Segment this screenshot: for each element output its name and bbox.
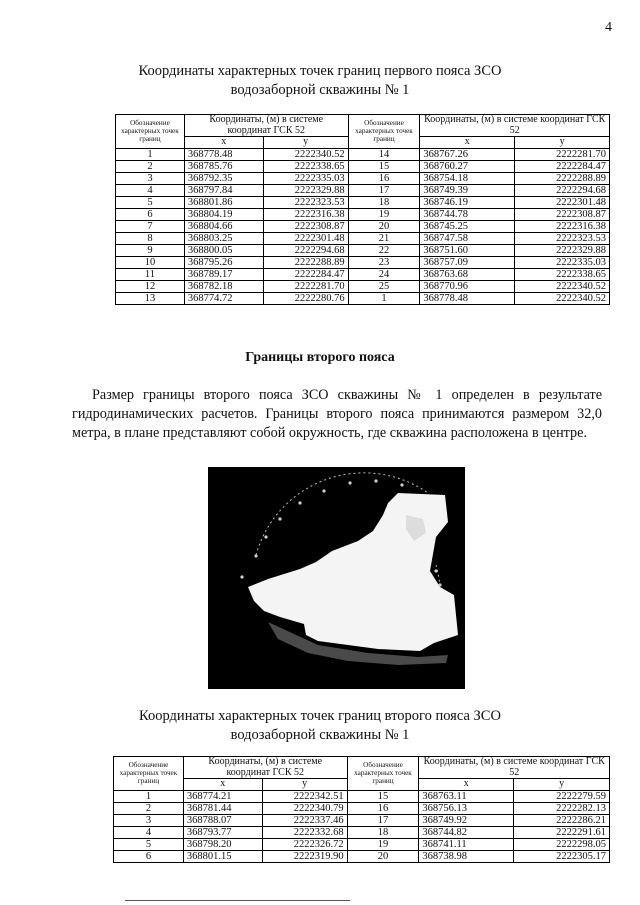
y-coordinate: 2222284.47 [515, 160, 610, 172]
designation-header: Обозначение характерных точек границ [348, 115, 420, 149]
y-coordinate: 2222286.21 [514, 814, 610, 826]
y-header: y [262, 779, 347, 791]
x-coordinate: 368744.82 [419, 826, 514, 838]
point-number: 24 [348, 268, 420, 280]
point-number: 6 [116, 208, 185, 220]
point-number: 2 [116, 160, 185, 172]
table-row [116, 172, 610, 184]
y-coordinate: 2222294.68 [263, 244, 348, 256]
y-coordinate: 2222280.76 [263, 292, 348, 304]
x-coordinate: 368746.19 [420, 196, 515, 208]
y-coordinate: 2222282.13 [514, 802, 610, 814]
x-coordinate: 368760.27 [420, 160, 515, 172]
point-number: 3 [114, 814, 184, 826]
y-coordinate: 2222332.68 [262, 826, 347, 838]
point-number: 8 [116, 232, 185, 244]
table2-title-line1: Координаты характерных точек границ второго пояса ЗСО [139, 708, 501, 724]
table-row [114, 814, 610, 826]
y-coordinate: 2222338.65 [263, 160, 348, 172]
x-coordinate: 368774.72 [184, 292, 263, 304]
x-header: x [184, 137, 263, 149]
table-row [116, 184, 610, 196]
y-coordinate: 2222281.70 [515, 148, 610, 160]
x-coordinate: 368781.44 [183, 802, 262, 814]
table-row [116, 220, 610, 232]
table-row [116, 292, 610, 304]
footnote-separator [125, 900, 350, 901]
designation-header: Обозначение характерных точек границ [116, 115, 185, 149]
y-coordinate: 2222337.46 [262, 814, 347, 826]
y-coordinate: 2222326.72 [262, 838, 347, 850]
designation-header: Обозначение характерных точек границ [114, 757, 184, 791]
section-paragraph: Размер границы второго пояса ЗСО скважины № 1 определен в результате гидродинамических расчетов. Границы второго пояса принимаются размером 32,0 метра, в плане представляют собой окружность, где скважина расположена в центре. [72, 387, 602, 441]
x-coordinate: 368798.20 [183, 838, 262, 850]
point-number: 4 [114, 826, 184, 838]
y-coordinate: 2222335.03 [263, 172, 348, 184]
y-coordinate: 2222316.38 [263, 208, 348, 220]
x-coordinate: 368749.39 [420, 184, 515, 196]
point-number: 17 [348, 184, 420, 196]
point-number: 22 [348, 244, 420, 256]
coordinates-table-1 [115, 114, 610, 305]
x-header: x [420, 137, 515, 149]
table1-title-line2: водозаборной скважины № 1 [230, 82, 410, 98]
point-number: 21 [348, 232, 420, 244]
x-coordinate: 368763.11 [419, 790, 514, 802]
y-coordinate: 2222316.38 [515, 220, 610, 232]
x-coordinate: 368770.96 [420, 280, 515, 292]
point-number: 16 [347, 802, 419, 814]
aerial-photo-icon [208, 467, 465, 689]
point-number: 20 [348, 220, 420, 232]
x-coordinate: 368793.77 [183, 826, 262, 838]
point-number: 6 [114, 850, 184, 862]
y-coordinate: 2222340.52 [263, 148, 348, 160]
x-coordinate: 368778.48 [420, 292, 515, 304]
coords-header: Координаты, (м) в системе координат ГСК 52 [183, 757, 347, 779]
y-coordinate: 2222279.59 [514, 790, 610, 802]
point-number: 5 [114, 838, 184, 850]
point-number: 25 [348, 280, 420, 292]
x-coordinate: 368745.25 [420, 220, 515, 232]
point-number: 12 [116, 280, 185, 292]
y-coordinate: 2222329.88 [515, 244, 610, 256]
table1-title-line1: Координаты характерных точек границ первого пояса ЗСО [138, 63, 502, 79]
table-row [114, 790, 610, 802]
x-coordinate: 368738.98 [419, 850, 514, 862]
y-coordinate: 2222301.48 [515, 196, 610, 208]
table-row [114, 850, 610, 862]
point-number: 19 [348, 208, 420, 220]
table-row [116, 148, 610, 160]
y-coordinate: 2222342.51 [262, 790, 347, 802]
y-coordinate: 2222284.47 [263, 268, 348, 280]
y-coordinate: 2222291.61 [514, 826, 610, 838]
point-number: 13 [116, 292, 185, 304]
y-coordinate: 2222288.89 [515, 172, 610, 184]
x-coordinate: 368804.66 [184, 220, 263, 232]
y-coordinate: 2222329.88 [263, 184, 348, 196]
page-number: 4 [605, 20, 612, 35]
table-row [116, 268, 610, 280]
x-coordinate: 368797.84 [184, 184, 263, 196]
y-coordinate: 2222340.52 [515, 280, 610, 292]
x-coordinate: 368774.21 [183, 790, 262, 802]
table-row [114, 802, 610, 814]
y-coordinate: 2222338.65 [515, 268, 610, 280]
y-coordinate: 2222305.17 [514, 850, 610, 862]
point-number: 5 [116, 196, 185, 208]
coords-header: Координаты, (м) в системе координат ГСК 52 [184, 115, 348, 137]
x-coordinate: 368767.26 [420, 148, 515, 160]
x-coordinate: 368801.15 [183, 850, 262, 862]
point-number: 19 [347, 838, 419, 850]
x-coordinate: 368778.48 [184, 148, 263, 160]
x-header: x [183, 779, 262, 791]
x-coordinate: 368795.26 [184, 256, 263, 268]
coords-header: Координаты, (м) в системе координат ГСК 52 [419, 757, 610, 779]
y-coordinate: 2222308.87 [515, 208, 610, 220]
x-coordinate: 368749.92 [419, 814, 514, 826]
table-row [116, 160, 610, 172]
y-coordinate: 2222301.48 [263, 232, 348, 244]
y-header: y [515, 137, 610, 149]
section-heading: Границы второго пояса [245, 350, 395, 365]
y-coordinate: 2222298.05 [514, 838, 610, 850]
x-coordinate: 368744.78 [420, 208, 515, 220]
y-coordinate: 2222294.68 [515, 184, 610, 196]
x-coordinate: 368801.86 [184, 196, 263, 208]
y-coordinate: 2222288.89 [263, 256, 348, 268]
table-row [116, 244, 610, 256]
coords-header: Координаты, (м) в системе координат ГСК 52 [420, 115, 610, 137]
y-coordinate: 2222319.90 [262, 850, 347, 862]
point-number: 20 [347, 850, 419, 862]
point-number: 1 [348, 292, 420, 304]
point-number: 4 [116, 184, 185, 196]
table-row [114, 838, 610, 850]
x-coordinate: 368747.58 [420, 232, 515, 244]
point-number: 23 [348, 256, 420, 268]
point-number: 15 [348, 160, 420, 172]
y-coordinate: 2222308.87 [263, 220, 348, 232]
x-coordinate: 368751.60 [420, 244, 515, 256]
table2-body [114, 790, 610, 862]
point-number: 17 [347, 814, 419, 826]
designation-header: Обозначение характерных точек границ [347, 757, 419, 791]
x-coordinate: 368756.13 [419, 802, 514, 814]
x-coordinate: 368785.76 [184, 160, 263, 172]
point-number: 18 [348, 196, 420, 208]
point-number: 11 [116, 268, 185, 280]
point-number: 18 [347, 826, 419, 838]
y-coordinate: 2222323.53 [515, 232, 610, 244]
table-row [116, 196, 610, 208]
point-number: 10 [116, 256, 185, 268]
y-coordinate: 2222323.53 [263, 196, 348, 208]
table-row [116, 280, 610, 292]
y-coordinate: 2222340.52 [515, 292, 610, 304]
y-coordinate: 2222340.79 [262, 802, 347, 814]
point-number: 1 [116, 148, 185, 160]
x-coordinate: 368788.07 [183, 814, 262, 826]
table2-title-line2: водозаборной скважины № 1 [230, 727, 410, 743]
x-coordinate: 368757.09 [420, 256, 515, 268]
point-number: 15 [347, 790, 419, 802]
point-number: 9 [116, 244, 185, 256]
x-coordinate: 368792.35 [184, 172, 263, 184]
y-coordinate: 2222281.70 [263, 280, 348, 292]
y-header: y [514, 779, 610, 791]
x-coordinate: 368789.17 [184, 268, 263, 280]
point-number: 2 [114, 802, 184, 814]
point-number: 3 [116, 172, 185, 184]
x-coordinate: 368803.25 [184, 232, 263, 244]
y-coordinate: 2222335.03 [515, 256, 610, 268]
x-coordinate: 368754.18 [420, 172, 515, 184]
x-coordinate: 368782.18 [184, 280, 263, 292]
x-coordinate: 368800.05 [184, 244, 263, 256]
point-number: 16 [348, 172, 420, 184]
table-row [116, 208, 610, 220]
x-header: x [419, 779, 514, 791]
x-coordinate: 368741.11 [419, 838, 514, 850]
point-number: 7 [116, 220, 185, 232]
point-number: 1 [114, 790, 184, 802]
y-header: y [263, 137, 348, 149]
x-coordinate: 368804.19 [184, 208, 263, 220]
point-number: 14 [348, 148, 420, 160]
table-row [114, 826, 610, 838]
coordinates-table-2 [113, 756, 610, 863]
table-row [116, 232, 610, 244]
aerial-photo-figure [208, 467, 465, 689]
x-coordinate: 368763.68 [420, 268, 515, 280]
table-row [116, 256, 610, 268]
table1-body [116, 148, 610, 304]
